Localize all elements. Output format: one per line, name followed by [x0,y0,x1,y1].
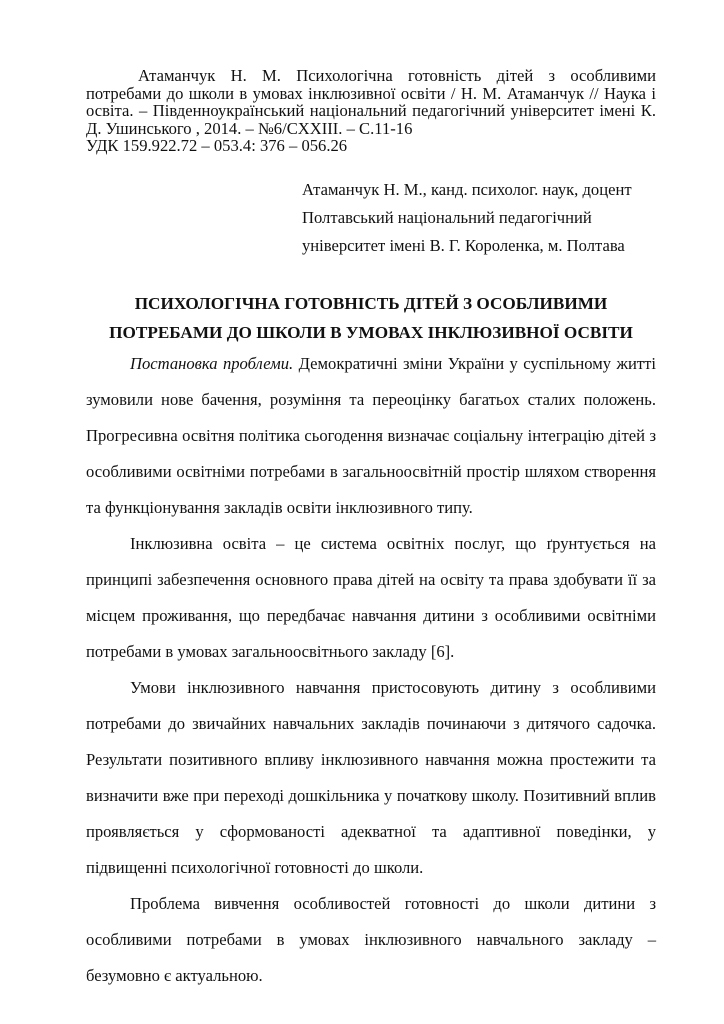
paragraph-relevance: Проблема вивчення особливостей готовності до школи дитини з особливими потребами в умовах інклюзивного навчального закладу – безумовно є актуальною. [86,894,656,985]
paper-title-line-2: ПОТРЕБАМИ ДО ШКОЛИ В УМОВАХ ІНКЛЮЗИВНОЇ ОСВІТИ [109,323,633,342]
udc-code: УДК 159.922.72 – 053.4: 376 – 056.26 [86,136,348,156]
paragraph-problem-statement [86,346,656,526]
paper-title-line-1: ПСИХОЛОГІЧНА ГОТОВНІСТЬ ДІТЕЙ З ОСОБЛИВИМИ [134,294,608,313]
body-text [86,346,656,994]
citation-block [86,67,656,155]
paragraph-inclusive-conditions: Умови інклюзивного навчання пристосовують дитину з особливими потребами до звичайних навчальних закладів починаючи з дитячого садочка. Результати позитивного впливу інклюзивного навчання можна простежити та визначити вже при переході дошкільника у початкову школу. Позитивний вплив проявляється у сформованості адекватної та адаптивної поведінки, у підвищенні психологічної готовності до школи. [86,678,656,877]
bibliographic-reference: Атаманчук Н. М. Психологічна готовність дітей з особливими потребами до школи в умовах інклюзивної освіти / Н. М. Атаманчук // Наука і освіта. – Південноукраїнський національний педагогічний університет імені К. Д. Ушинського , 2014. – №6/CXXIII. – С.11-16 [86,66,656,138]
author-name-degree: Атаманчук Н. М., канд. психолог. наук, доцент [302,180,632,199]
paper-title [86,289,656,347]
author-affiliation-line-2: університет імені В. Г. Короленка, м. Полтава [302,236,625,255]
author-affiliation-line-1: Полтавський національний педагогічний [302,208,592,227]
problem-statement-lead: Постановка проблеми. [130,354,294,373]
author-block [302,176,662,260]
paragraph-text: Демократичні зміни України у суспільному житті зумовили нове бачення, розуміння та переоцінку багатьох сталих положень. Прогресивна освітня політика сьогодення визначає соціальну інтеграцію дітей з особливими освітніми потребами в загальноосвітній простір шляхом створення та функціонування закладів освіти інклюзивного типу. [86,354,656,517]
paragraph-inclusive-education: Інклюзивна освіта – це система освітніх послуг, що ґрунтується на принципі забезпечення основного права дітей на освіту та права здобувати її за місцем проживання, що передбачає навчання дитини з особливими освітніми потребами в умовах загальноосвітнього закладу [6]. [86,534,656,661]
